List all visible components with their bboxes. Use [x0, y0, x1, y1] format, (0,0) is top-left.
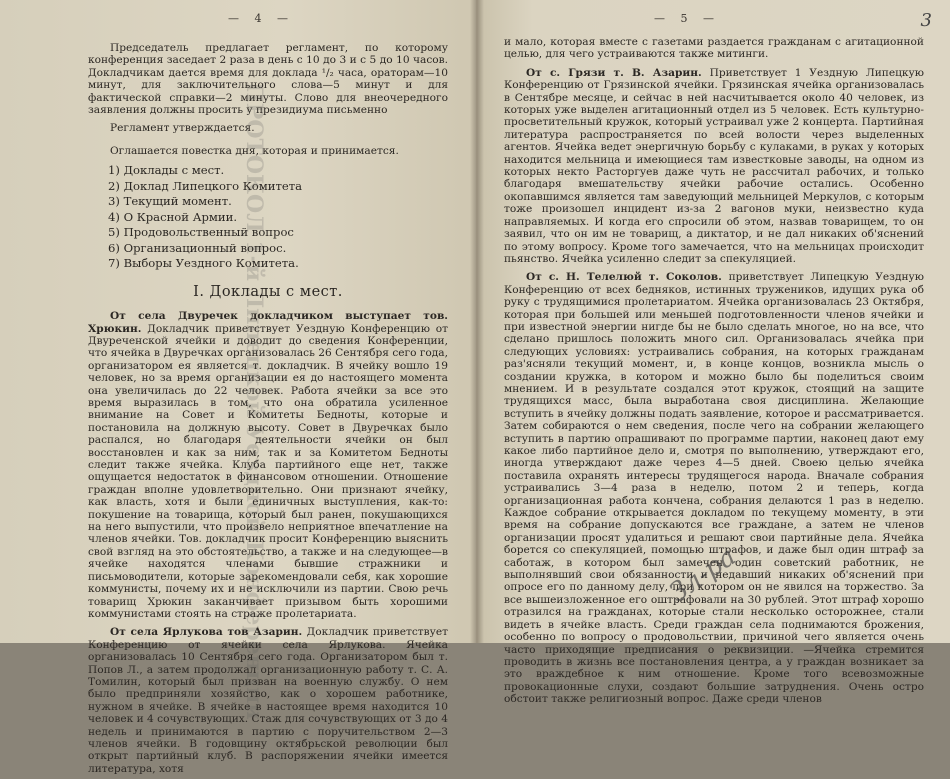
agenda-item: 2) Доклад Липецкого Комитета [108, 178, 303, 193]
left-page [0, 0, 476, 775]
reglament-line: Регламент утверждается. [110, 122, 255, 135]
right-page [476, 0, 950, 706]
margin-scribble: Зл-ра [664, 541, 742, 609]
report-paragraph [88, 310, 448, 620]
agenda-item: 3) Текущий момент. [108, 194, 232, 209]
section-heading: I. Доклады с мест. [193, 283, 343, 300]
report-paragraph [504, 271, 924, 705]
report-body: приветствует Липецкую Уездную Конференцию от всех бедняков, истинных тружеников, идущих рука об руку с трудящимися пролетариатом. Ячейка организовалась 23 Октября, которая при большей или меньшей подготовленности членов ячейки и при известной энергии нигде бы не было сделать многое, но на все, что сделано пришлось положить много сил. Организовалась ячейка при следующих условиях: устраивались собрания, на которых гражданам раз'ясняли текущий момент, и, в конце концов, возникла мысль о создании кружка, в котором и можно было бы поделиться своим мнением. И в результате создался этот кружок, стоящий на защите трудящихся масс, была выработана своя дисциплина. Желающие вступить в ячейку должны подать заявление, которое и рассматривается. Затем собираются о нем сведения, после чего на собрании желающего вступить в партию опрашивают по программе партии, наконец дают ему какое либо партийное дело и, смотря по выполнению, утверждают его, иногда утверждают даже через 4—5 дней. Своею целью ячейка поставила охранять интересы трудящегося народа. Вначале собрания устраивались 3—4 раза в неделю, потом 2 и теперь, когда организационная работа кончена, собрания делаются 1 раз в неделю. Каждое собрание открывается докладом по текущему моменту, в эти время на собрание допускаются все граждане, а затем не членов организации просят удалиться и решают свои партийные дела. Ячейка борется со спекуляцией, помощью штрафов, и даже был один штраф за саботаж, в котором был замечен один советский работник, не выполнявший свои обязанности и недавший никаких об'яснений при опросе его по данному делу, при котором он не явился на торжество. За все вышеизложенное его оштрафовали на 30 рублей. Этот штраф хорошо отразился на гражданах, которые стали несколько осторожнее, стали видеть в ячейке власть. Среди граждан села поднимаются брожения, особенно по вопросу о продовольствии, причиной чего является очень часто приходящие предписания о реквизиции. —Ячейка стремится проводить в жизнь все постановления центра, а у граждан возникает за это враждебное к ним отношение. Кроме того всевозможные провокационные слухи, создают большие затруднения. Очень остро обстоит также религиозный вопрос. Даже среди членов [504, 271, 924, 706]
continuation-paragraph: и мало, которая вместе с газетами раздается гражданам с агитационной целью, для чего устраиваются также митинги. [504, 36, 924, 61]
book-gutter [470, 0, 484, 643]
agenda-item: 1) Доклады с мест. [108, 163, 225, 178]
agenda-intro: Оглашается повестка дня, которая и принимается. [110, 144, 399, 157]
report-paragraph [88, 626, 448, 775]
agenda-item: 4) О Красной Армии. [108, 209, 238, 224]
right-page-text [504, 36, 924, 710]
report-body: Докладчик приветствует Конференцию от ячейки села Ярлукова. Ячейка организовалась 10 Сентября сего года. Организатором был т. Попов Л., а затем продолжал организационную работу т. С. А. Томилин, который был призван на военную службу. О нем было предприняли хозяйство, как о хорошем работнике, нужном в ячейке. В ячейке в настоящее время находится 10 человек и 4 сочувствующих. Стаж для сочувствующих от 3 до 4 недель и принимаются в партию с поручительством 2—3 членов ячейки. В годовщину октябрьской революции был открыт партийный клуб. В распоряжении ячейки имеется литература, хотя [88, 626, 448, 775]
corner-mark: 3 [920, 10, 932, 31]
agenda-item: 7) Выборы Уездного Комитета. [108, 256, 299, 271]
watermark-stamp: ПРОТОКОЛ 1-й Липецкой Уездной Конференции [241, 82, 267, 720]
page-number-right: — 5 — [654, 12, 720, 25]
report-lead: От с. Грязи т. В. Азарин. [526, 66, 702, 79]
agenda-item: 6) Организационный вопрос. [108, 240, 287, 255]
left-page-text [88, 42, 448, 779]
page-number-left: — 4 — [228, 12, 294, 25]
report-lead: От с. Н. Телелюй т. Соколов. [526, 271, 722, 284]
report-lead: От села Двуречек докладчиком выступает тов. Хрюкин. [88, 310, 448, 335]
agenda-list [108, 163, 448, 272]
intro-paragraph: Председатель предлагает регламент, по которому конференция заседает 2 раза в день с 10 до 3 и с 5 до 10 часов. Докладчикам дается время для доклада ¹/₂ часа, ораторам—10 минут, для заключительного слова—5 минут и для фактической справки—2 минуты. Слово для внеочередного заявления должны просить у президиума письменно [88, 42, 448, 117]
report-lead: От села Ярлукова тов Азарин. [110, 626, 303, 639]
report-body: Докладчик приветствует Уездную Конференцию от Двуреченской ячейки и доводит до сведения Конференции, что ячейка в Двуречках организовалась 26 Сентября сего года, организатором ея является т. докладчик. В ячейку вошло 19 человек, но за время организации ея до настоящего момента она увеличилась до 22 человек. Работа ячейки за все это время выразилась в том, что она обратила усиленное внимание на Совет и Комитеты Бедноты, которые и постановила на должную высоту. Совет в Двуречках было распался, но благодаря деятельности ячейки он был восстановлен и как за ним, так и за Комитетом Бедноты следит также ячейка. Клуба партийного еще нет, также ощущается недостаток в финансовом отношении. Отношение граждан вполне удовлетворительно. Они признают ячейку, как власть, хотя и были единичных выступления, как-то: покушение на товарища, который был ранен, покушающихся на него выпустили, что произвело неприятное впечатление на членов ячейки. Тов. докладчик просит Конференцию выяснить свой взгляд на это обстоятельство, а также и на следующее—в ячейке находятся членами бывшие стражники и письмоводители, которые зарекомендовали себя, как хорошие коммунисты, почему их и не исключили из партии. Свою речь товарищ Хрюкин заканчивает призывом быть хорошими коммунистами стоять на страже пролетариата. [88, 322, 449, 620]
agenda-item: 5) Продовольственный вопрос [108, 225, 294, 240]
report-body: Приветствует 1 Уездную Липецкую Конференцию от Грязинской ячейки. Грязинская ячейка организовалась в Сентябре месяце, и сейчас в ней насчитывается около 40 человек, из которых уже выделен агитационный отдел из 5 человек. Есть культурно-просветительный кружок, который устраивал уже 2 концерта. Партийная литература распространяется по всей волости через выделенных агентов. Ячейка ведет энергичную борьбу с кулаками, в руках у которых находится мельница и имеющиеся там известковые заводы, на одном из которых некто Расторгуев даже чуть не рассчитал рабочих, и только благодаря вмешательству ячейки рабочие остались. Особенно окопавшимся является там заведующий мельницей Меркулов, с которым тоже произошел инцидент из-за 2 вагонов муки, неизвестно куда направляемых. И когда его спросили об этом, назвав товарищем, то он заявил, что он им не товарищ, а диктатор, и не дал никаких об'яснений по этому вопросу. Кроме того замечается, что на мельницах происходит пьянство. Ячейка усиленно следит за спекуляцией. [504, 66, 924, 265]
report-paragraph [504, 67, 924, 266]
